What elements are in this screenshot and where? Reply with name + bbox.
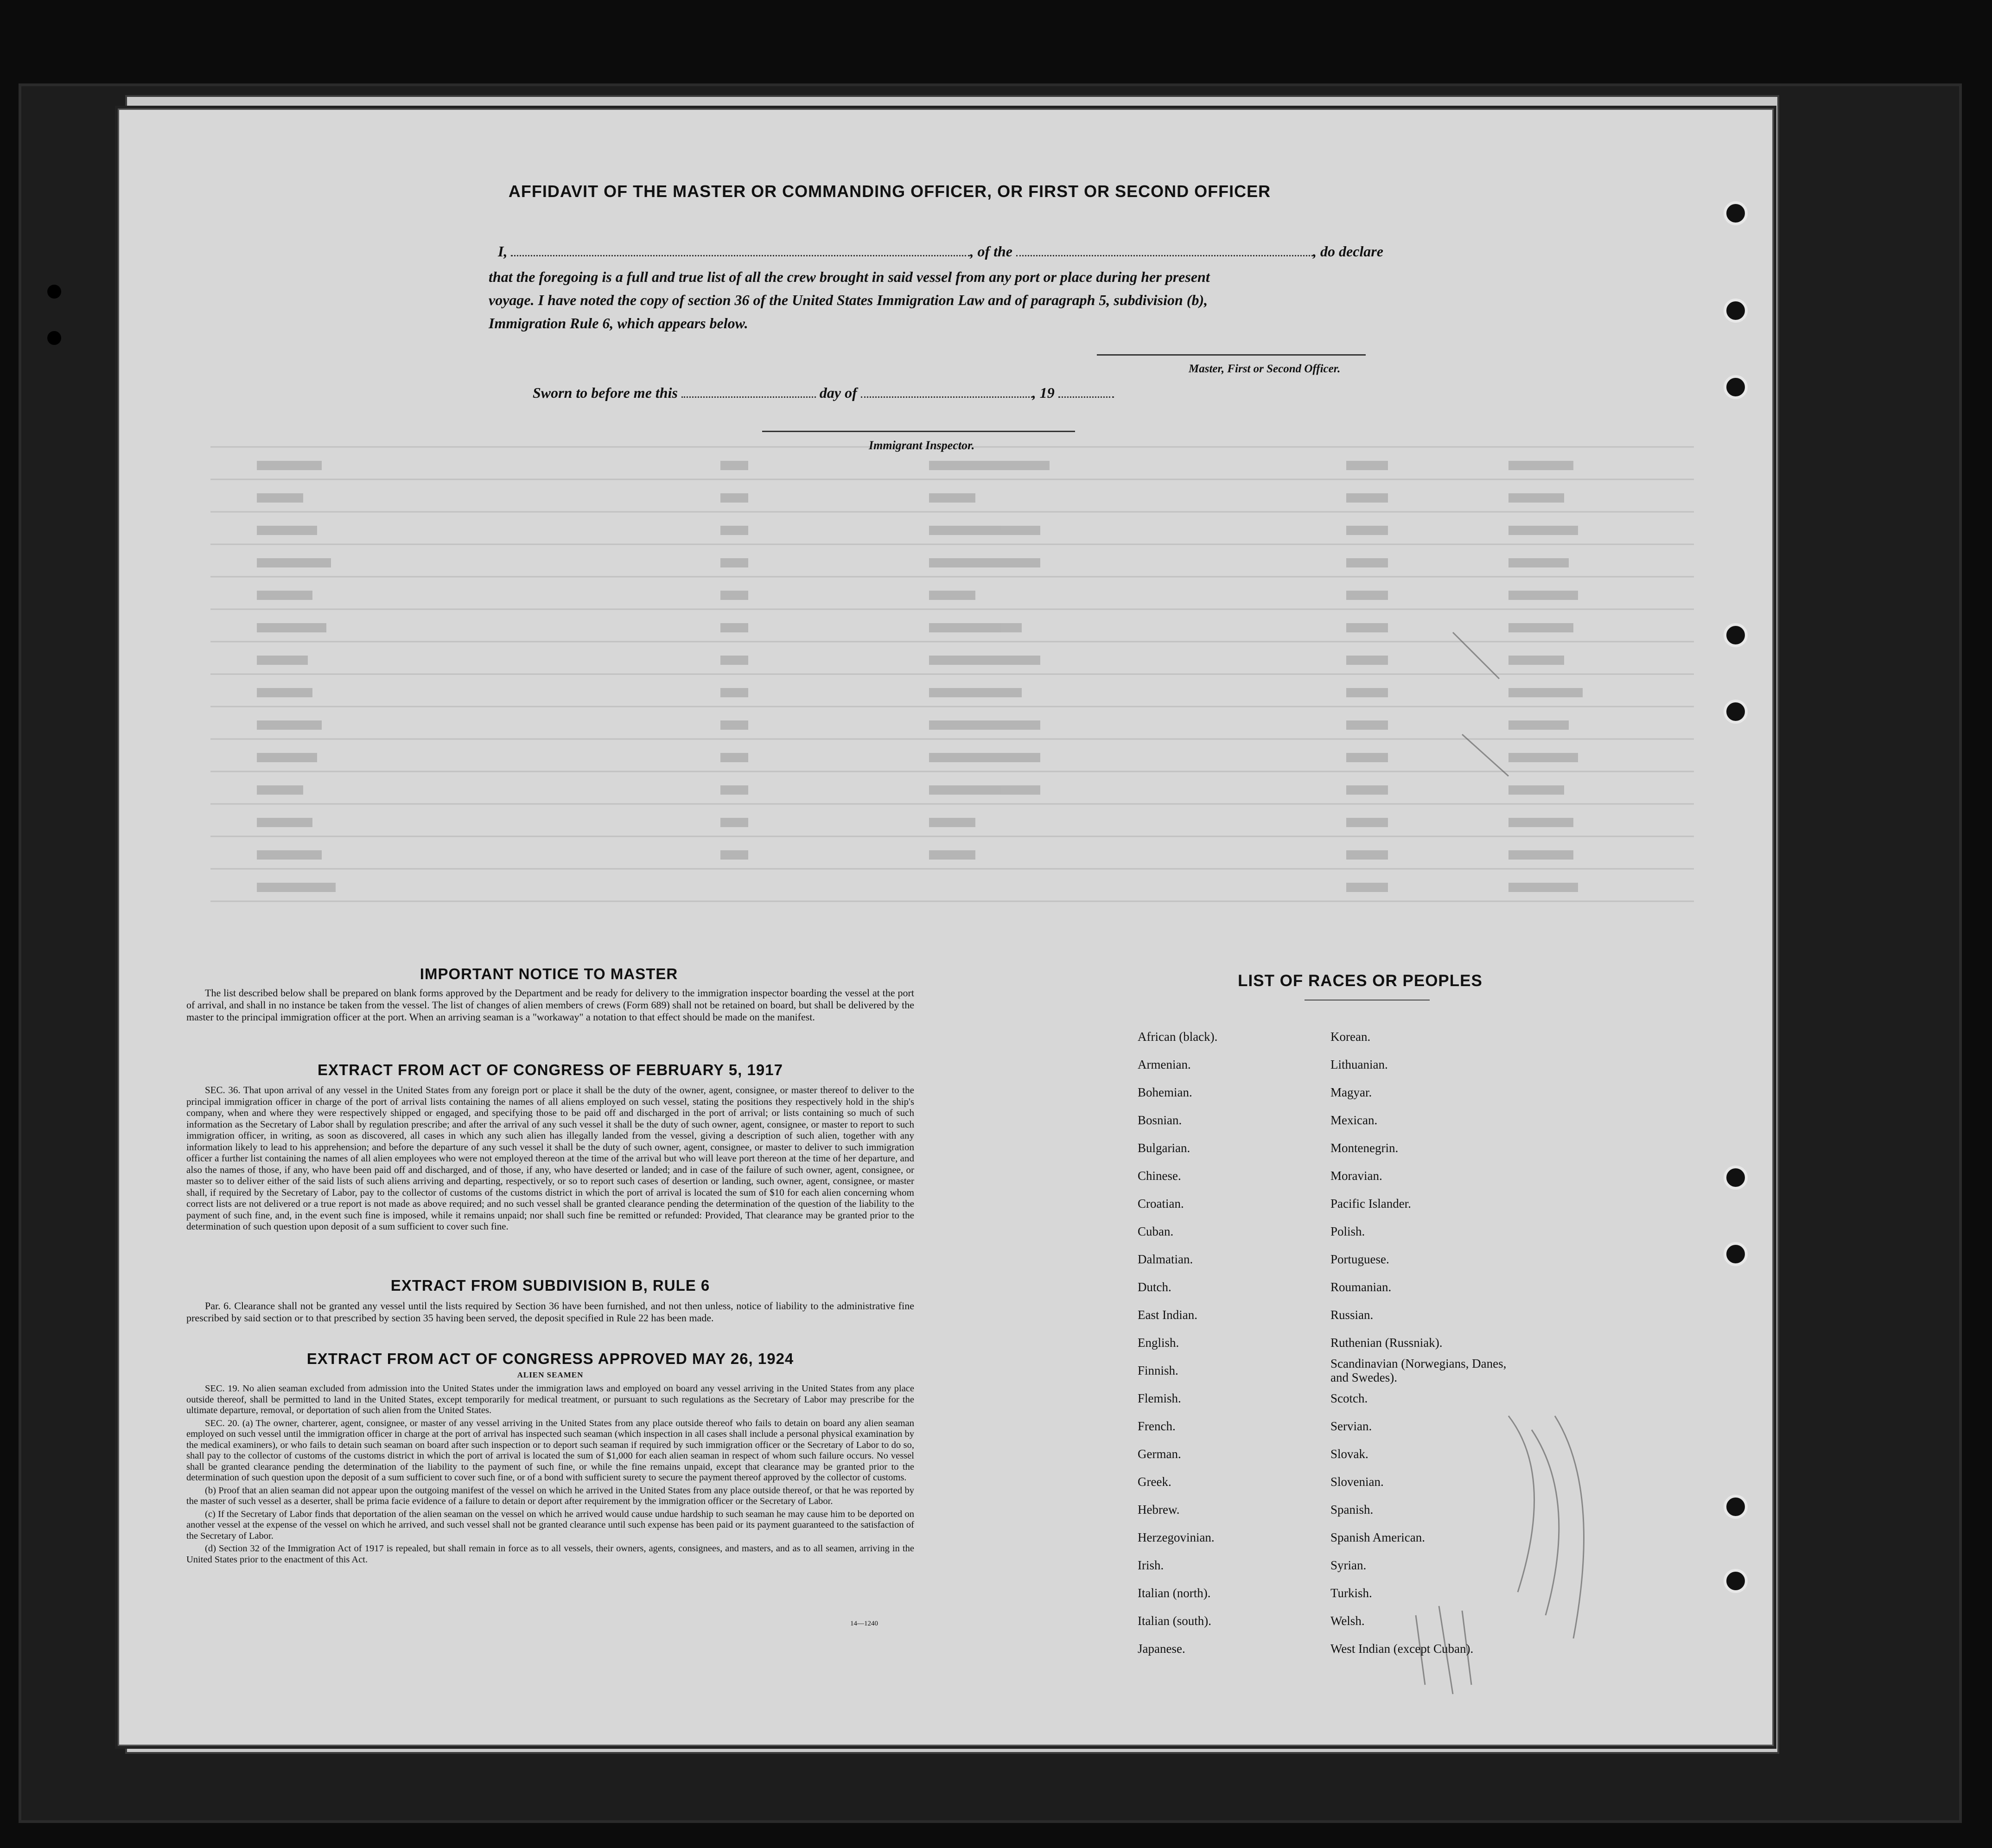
race-item: Portuguese. bbox=[1330, 1252, 1389, 1266]
race-item: Chinese. bbox=[1138, 1169, 1181, 1183]
affidavit-i: I, bbox=[498, 243, 508, 260]
affidavit-line-3: voyage. I have noted the copy of section 36 of the United States Immigration Law and of paragraph 5, subdivision (b), bbox=[489, 292, 1208, 308]
sworn-year: , 19 bbox=[1032, 384, 1055, 401]
race-item: Bohemian. bbox=[1138, 1085, 1192, 1099]
master-signature-line bbox=[1097, 354, 1366, 356]
notice-body bbox=[186, 987, 914, 1025]
race-item: Pacific Islander. bbox=[1330, 1197, 1411, 1211]
race-item: German. bbox=[1138, 1447, 1181, 1461]
race-item: Roumanian. bbox=[1330, 1280, 1392, 1294]
race-item: Greek. bbox=[1138, 1475, 1171, 1489]
race-item: French. bbox=[1138, 1419, 1176, 1433]
race-item: Flemish. bbox=[1138, 1391, 1181, 1405]
race-item: Bosnian. bbox=[1138, 1113, 1182, 1127]
sec-20c-paragraph: (c) If the Secretary of Labor finds that deportation of the alien seaman on the vessel on which he arrived would cause undue hardship to such seaman he may cause him to be deported on another vessel at the expense of the vessel on which he arrived, and such vessel shall not be granted clearance until such expense has been paid or its payment guaranteed to the satisfaction of the Secretary of Labor. bbox=[186, 1509, 914, 1541]
affidavit-line-4: Immigration Rule 6, which appears below. bbox=[489, 315, 748, 331]
notice-paragraph: The list described below shall be prepared on blank forms approved by the Department and be ready for delivery to the immigration inspector boarding the vessel at the port of arrival, and shall in no instance be taken from the vessel. The list of changes of alien members of crews (Form 689) shall not be retained on board, but shall be delivered by the master to the principal immigration officer at the port. When an arriving seaman is a "workaway" a notation to that effect should be made on the manifest. bbox=[186, 987, 914, 1023]
form-number: 14—1240 bbox=[850, 1620, 878, 1627]
punch-hole-icon bbox=[47, 285, 61, 299]
race-item: Welsh. bbox=[1330, 1614, 1365, 1628]
alien-seamen-subtitle: ALIEN SEAMEN bbox=[517, 1370, 584, 1379]
races-left-column bbox=[1138, 1023, 1217, 1663]
race-item: Montenegrin. bbox=[1330, 1141, 1399, 1155]
race-item: Spanish. bbox=[1330, 1503, 1374, 1517]
race-item: Dalmatian. bbox=[1138, 1252, 1193, 1266]
vessel-blank bbox=[1016, 255, 1313, 256]
race-item: Italian (north). bbox=[1138, 1586, 1211, 1600]
binder-hole-icon bbox=[1724, 201, 1748, 225]
sworn-day-of: day of bbox=[819, 384, 857, 401]
extract-1924-title: EXTRACT FROM ACT OF CONGRESS APPROVED MAY 26, 1924 bbox=[306, 1350, 794, 1367]
binder-hole-icon bbox=[1724, 623, 1748, 647]
race-item: African (black). bbox=[1138, 1030, 1218, 1044]
race-item: Servian. bbox=[1330, 1419, 1372, 1433]
sec-20d-paragraph: (d) Section 32 of the Immigration Act of 1917 is repealed, but shall remain in force as to all vessels, their owners, agents, consignees, and masters, and as to all seamen, arriving in the United States prior to the enactment of this Act. bbox=[186, 1543, 914, 1565]
manifest-back-page bbox=[115, 106, 1776, 1749]
binder-hole-icon bbox=[1724, 700, 1748, 724]
race-item: Japanese. bbox=[1138, 1642, 1185, 1656]
sworn-month-blank bbox=[861, 396, 1032, 398]
race-item: Dutch. bbox=[1138, 1280, 1171, 1294]
sworn-line bbox=[533, 384, 1114, 401]
notice-title: IMPORTANT NOTICE TO MASTER bbox=[420, 965, 678, 982]
race-item: Italian (south). bbox=[1138, 1614, 1211, 1628]
race-item: Turkish. bbox=[1330, 1586, 1372, 1600]
sec-20b-paragraph: (b) Proof that an alien seaman did not appear upon the outgoing manifest of the vessel on which he arrived in the United States from any place outside thereof, or that he was reported by the master of such vessel as a deserter, shall be prima facie evidence of a failure to detain or deport after requirement by the immigration officer or the Secretary of Labor. bbox=[186, 1485, 914, 1506]
race-item: Lithuanian. bbox=[1330, 1058, 1388, 1071]
binder-hole-icon bbox=[1724, 299, 1748, 323]
affidavit-do-declare: , do declare bbox=[1313, 243, 1383, 260]
binder-hole-icon bbox=[1724, 1569, 1748, 1593]
subdivision-b-paragraph: Par. 6. Clearance shall not be granted any vessel until the lists required by Section 36 have been furnished, and not then unless, notice of liability to the administrative fine prescribed by said section or to that prescribed by section 35 having been served, the deposit specified in Rule 22 has been made. bbox=[186, 1300, 914, 1324]
race-item: English. bbox=[1138, 1336, 1179, 1350]
binder-hole-icon bbox=[1724, 1495, 1748, 1519]
races-right-column bbox=[1330, 1023, 1525, 1663]
affidavit-line-2: that the foregoing is a full and true list of all the crew brought in said vessel from any port or place during her present bbox=[489, 268, 1210, 285]
race-item: Ruthenian (Russniak). bbox=[1330, 1336, 1443, 1350]
race-item: West Indian (except Cuban). bbox=[1330, 1642, 1474, 1656]
race-item: Slovak. bbox=[1330, 1447, 1368, 1461]
race-item: Scandinavian (Norwegians, Danes, and Swedes). bbox=[1330, 1357, 1507, 1384]
races-title: LIST OF RACES OR PEOPLES bbox=[1238, 972, 1483, 990]
binder-hole-icon bbox=[1724, 1242, 1748, 1266]
race-item: Finnish. bbox=[1138, 1364, 1178, 1377]
name-blank bbox=[511, 255, 970, 256]
binder-hole-icon bbox=[1724, 1166, 1748, 1190]
sec-20a-paragraph: SEC. 20. (a) The owner, charterer, agent, consignee, or master of any vessel arriving in the United States from any place outside thereof who fails to detain on board any alien seaman employed on such vessel until the immigration officer in charge at the port of arrival has inspected such seaman (which inspection in all cases shall include a personal physical examination by the medical examiners), or who fails to detain such seaman on board after such inspection or to deport such seaman if required by such immigration officer or the Secretary of Labor to do so, shall pay to the collector of customs of the customs district in which the port of arrival is located the sum of $1,000 for each alien seaman in respect of whom such failure occurs. No vessel shall be granted clearance pending the determination of the liability to the payment of such fine, or while the fine remains unpaid, except that clearance may be granted prior to the determination of such question upon the deposit of a sum sufficient to cover such fine, or of a bond with sufficient surety to secure the payment thereof approved by the collector of customs. bbox=[186, 1418, 914, 1483]
subdivision-b-body bbox=[186, 1300, 914, 1326]
extract-1917-paragraph: SEC. 36. That upon arrival of any vessel in the United States from any foreign port or place it shall be the duty of the owner, agent, consignee, or master thereof to deliver to the principal immigration officer in charge of the port of arrival lists containing the names of all aliens employed on such vessel, stating the positions they respectively hold in the ship's company, when and where they were respectively shipped or engaged, and specifying those to be paid off and discharged in the port of arrival; or lists containing so much of such information as the Secretary of Labor shall by regulation prescribe; and after the arrival of any such vessel it shall be the duty of such owner, agent, consignee, or master to report to such immigration officer, in writing, as soon as discovered, all cases in which any such alien has illegally landed from the vessel, giving a description of such alien, together with any information likely to lead to his apprehension; and before the departure of any such vessel it shall be the duty of such owner, agent, consignee, or master to deliver to such immigration officer a further list containing the names of all alien employees who were not employed thereon at the time of the arrival but who will leave port thereon at the time of her departure, and also the names of those, if any, who have been paid off and discharged, and of those, if any, who have deserted or landed; and in case of the failure of such owner, agent, consignee, or master so to deliver either of the said lists of such aliens arriving and departing, respectively, or so to report such cases of desertion or landing, such owner, agent, consignee, or master shall, if required by the Secretary of Labor, pay to the collector of customs of the customs district in which the port of arrival is located the sum of $10 for each alien concerning whom correct lists are not delivered or a true report is not made as above required; and no such vessel shall be granted clearance pending the determination of the question of the liability to the payment of such fine, and, in the event such fine is imposed, while it remains unpaid; nor shall such fine be remitted or refunded: Provided, That clearance may be granted prior to the determination of such question upon deposit of a sum sufficient to cover such fine. bbox=[186, 1084, 914, 1232]
inspector-signature-line bbox=[762, 431, 1075, 432]
race-item: Bulgarian. bbox=[1138, 1141, 1190, 1155]
race-item: Croatian. bbox=[1138, 1197, 1184, 1211]
affidavit-declaration-line bbox=[498, 243, 1527, 260]
race-item: East Indian. bbox=[1138, 1308, 1197, 1322]
race-item: Mexican. bbox=[1330, 1113, 1378, 1127]
extract-1924-body bbox=[186, 1383, 914, 1567]
sworn-prefix: Sworn to before me this bbox=[533, 384, 678, 401]
race-item: Korean. bbox=[1330, 1030, 1371, 1044]
race-item: Magyar. bbox=[1330, 1085, 1372, 1099]
race-item: Russian. bbox=[1330, 1308, 1374, 1322]
extract-1917-title: EXTRACT FROM ACT OF CONGRESS OF FEBRUARY 5, 1917 bbox=[318, 1061, 783, 1078]
race-item: Armenian. bbox=[1138, 1058, 1191, 1071]
sworn-year-blank bbox=[1058, 396, 1114, 398]
binder-hole-icon bbox=[1724, 375, 1748, 399]
master-label: Master, First or Second Officer. bbox=[1189, 363, 1341, 375]
race-item: Polish. bbox=[1330, 1224, 1365, 1238]
race-item: Spanish American. bbox=[1330, 1530, 1425, 1544]
punch-hole-icon bbox=[47, 331, 61, 345]
race-item: Slovenian. bbox=[1330, 1475, 1384, 1489]
inspector-label: Immigrant Inspector. bbox=[869, 439, 975, 452]
race-item: Cuban. bbox=[1138, 1224, 1174, 1238]
subdivision-b-title: EXTRACT FROM SUBDIVISION B, RULE 6 bbox=[390, 1277, 710, 1294]
race-item: Moravian. bbox=[1330, 1169, 1382, 1183]
race-item: Hebrew. bbox=[1138, 1503, 1180, 1517]
race-item: Syrian. bbox=[1330, 1558, 1367, 1572]
affidavit-of-the: , of the bbox=[970, 243, 1012, 260]
race-item: Irish. bbox=[1138, 1558, 1164, 1572]
sworn-day-blank bbox=[681, 396, 816, 398]
race-item: Herzegovinian. bbox=[1138, 1530, 1215, 1544]
affidavit-title: AFFIDAVIT OF THE MASTER OR COMMANDING OFFICER, OR FIRST OR SECOND OFFICER bbox=[508, 182, 1271, 201]
extract-1917-body bbox=[186, 1084, 914, 1234]
race-item: Scotch. bbox=[1330, 1391, 1368, 1405]
sec-19-paragraph: SEC. 19. No alien seaman excluded from admission into the United States under the immigration laws and employed on board any vessel arriving in the United States from any place outside thereof, shall be permitted to land in the United States, except temporarily for medical treatment, or pursuant to such regulations as the Secretary of Labor may prescribe for the ultimate departure, removal, or deportation of such alien from the United States. bbox=[186, 1383, 914, 1415]
